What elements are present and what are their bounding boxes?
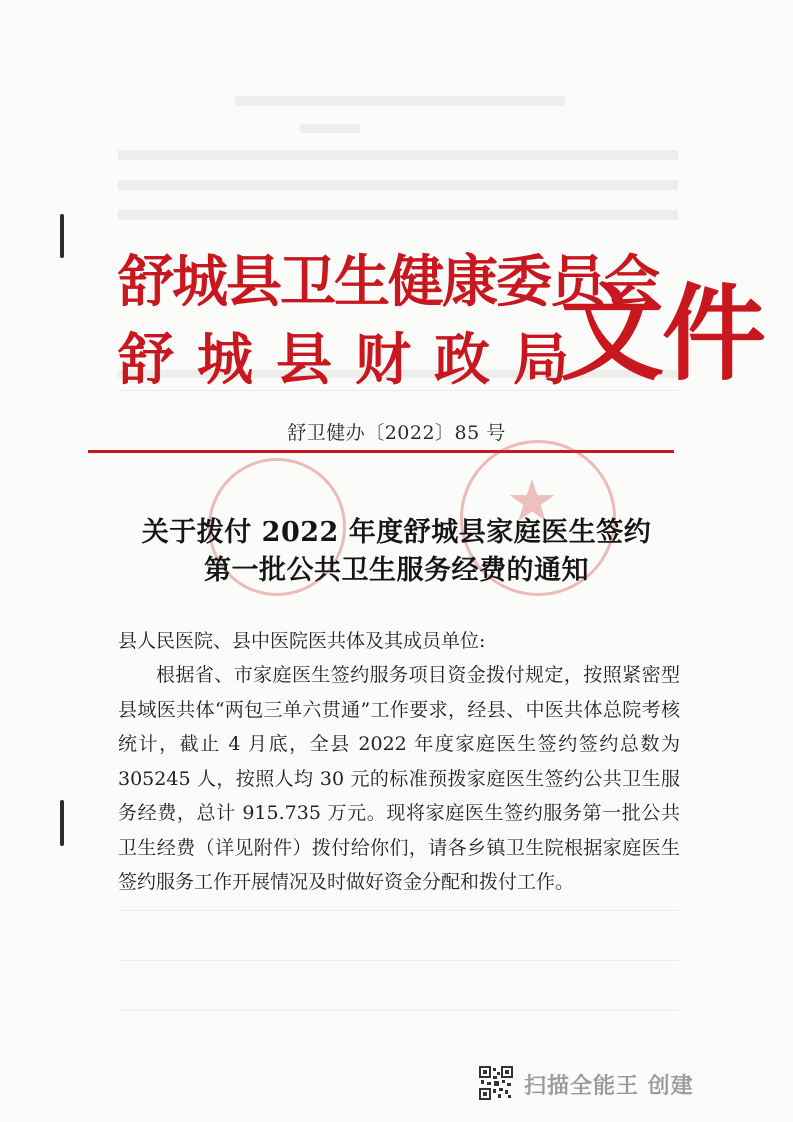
binding-mark-bottom (60, 800, 64, 846)
bleed-through-line (300, 124, 360, 133)
bleed-through-table-line (118, 1010, 678, 1011)
salutation: 县人民医院、县中医院医共体及其成员单位: (118, 630, 486, 652)
bleed-through-line (235, 96, 565, 106)
notice-title-line-1: 关于拨付 2022 年度舒城县家庭医生签约 (141, 517, 652, 548)
binding-mark-top (60, 214, 64, 258)
issuer-line-2: 舒城县财政局 (118, 327, 592, 393)
body-paragraph: 根据省、市家庭医生签约服务项目资金拨付规定，按照紧密型县域医共体“两包三单六贯通”工作要求，经县、中医共体总院考核统计，截止 4 月底，全县 2022 年度家庭医生签约签约总数为 305245 人，按照人均 30 元的标准预拨家庭医生签约公共卫生服务经费，总计 915.735 万元。现将家庭医生签约服务第一批公共卫生经费（详见附件）拨付给你们，请各乡镇卫生院根据家庭医生签约服务工作开展情况及时做好资金分配和拨付工作。 (118, 664, 680, 893)
bleed-through-table-line (118, 960, 678, 961)
document-type-label: 文件 (560, 272, 765, 395)
notice-title-line-2: 第一批公共卫生服务经费的通知 (204, 555, 589, 586)
scanner-watermark-text: 扫描全能王 创建 (524, 1074, 694, 1099)
red-divider-rule (88, 450, 674, 453)
issuer-line-1: 舒城县卫生健康委员会 (118, 249, 658, 315)
document-number: 舒卫健办〔2022〕85 号 (287, 422, 506, 444)
bleed-through-line (118, 150, 678, 160)
bleed-through-table-line (118, 910, 678, 911)
qr-code-icon (479, 1066, 513, 1100)
bleed-through-line (118, 180, 678, 190)
bleed-through-line (118, 210, 678, 220)
seal-star-icon: ★ (506, 467, 558, 535)
